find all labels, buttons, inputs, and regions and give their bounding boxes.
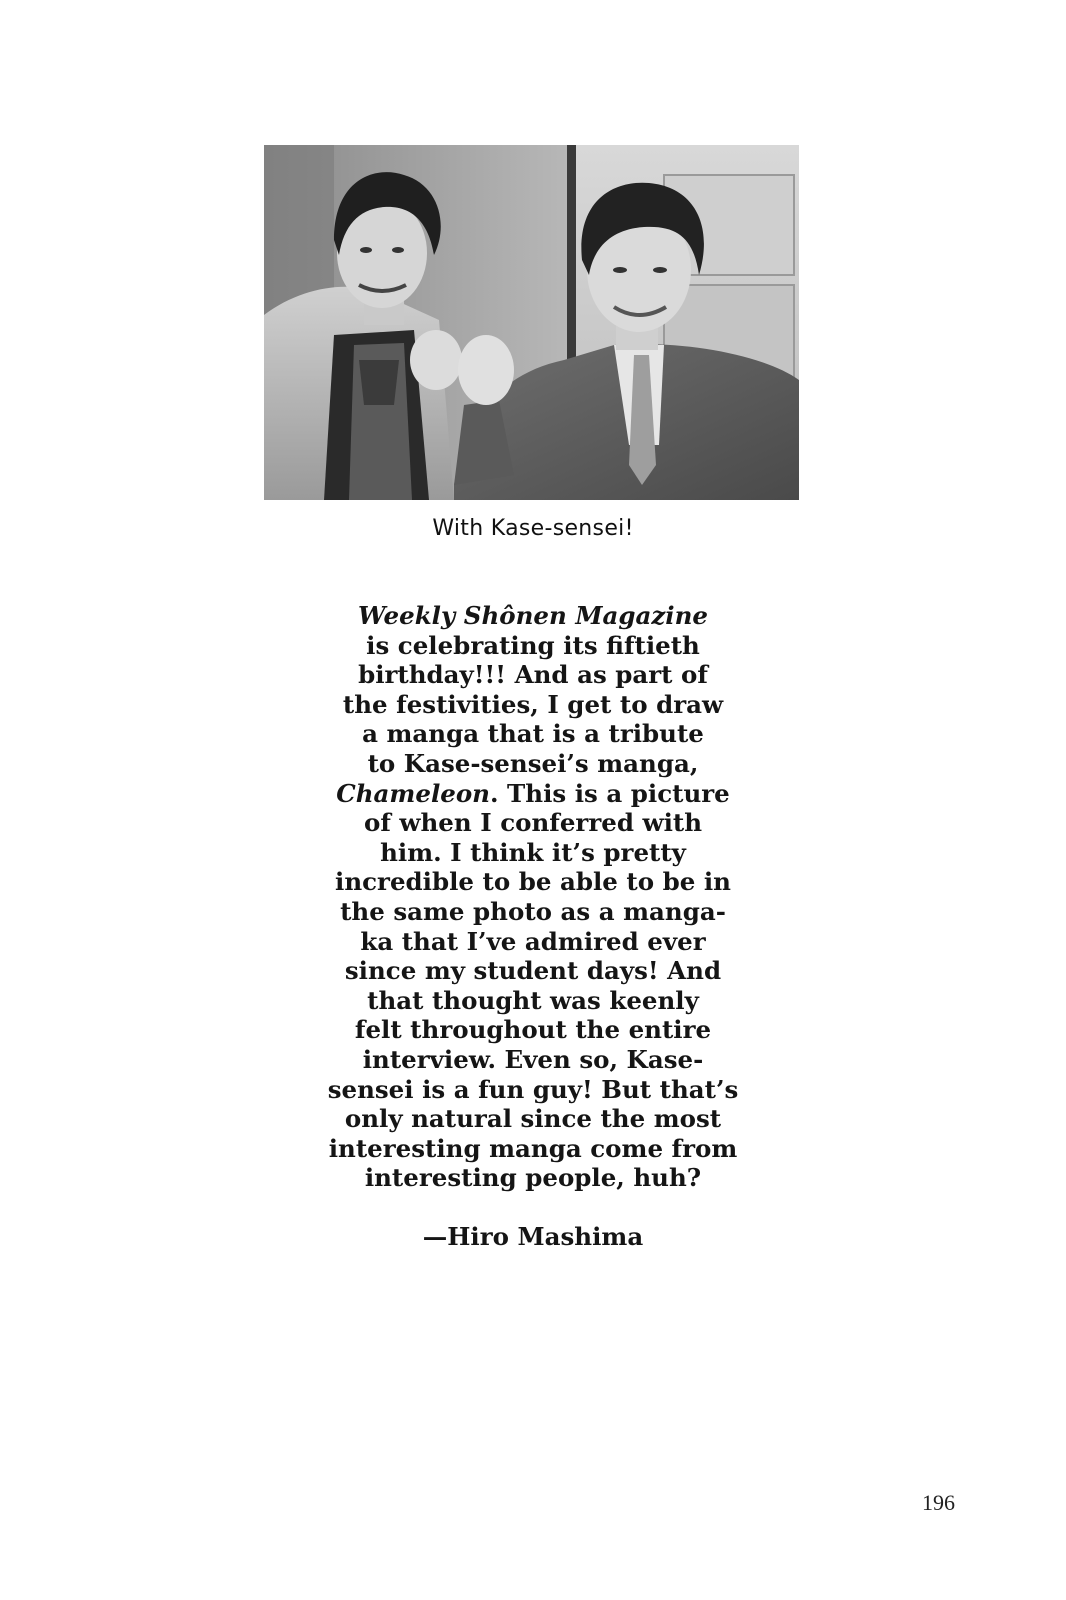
body-line: interview. Even so, Kase- (362, 1044, 704, 1074)
body-line: the festivities, I get to draw (342, 689, 724, 719)
body-line: is celebrating its fiftieth (366, 630, 700, 660)
magazine-title: Weekly Shônen Magazine (358, 601, 708, 630)
body-line: him. I think it’s pretty (380, 837, 686, 867)
body-line: interesting people, huh? (364, 1163, 702, 1193)
body-line: ka that I’ve admired ever (360, 926, 706, 956)
body-line: birthday!!! And as part of (358, 660, 708, 690)
body-line: to Kase-sensei’s manga, (367, 748, 699, 778)
photo-caption: With Kase-sensei! (432, 516, 634, 541)
body-line: incredible to be able to be in (335, 867, 731, 897)
body-line: the same photo as a manga- (340, 896, 726, 926)
body-paragraph (233, 601, 833, 1193)
body-line: that thought was keenly (367, 985, 699, 1015)
body-line: only natural since the most (344, 1104, 722, 1134)
manga-title: Chameleon (336, 778, 490, 808)
body-line-rest: . This is a picture (490, 778, 730, 808)
photo-illustration (264, 145, 799, 500)
body-line: felt throughout the entire (354, 1015, 712, 1045)
body-line: a manga that is a tribute (362, 719, 704, 749)
author-signature: —Hiro Mashima (422, 1222, 644, 1251)
body-line: interesting manga come from (328, 1133, 738, 1163)
body-line (233, 779, 833, 809)
page-number: 196 (922, 1490, 955, 1515)
body-line: of when I conferred with (363, 808, 703, 838)
body-line: sensei is a fun guy! But that’s (327, 1074, 739, 1104)
body-line (233, 601, 833, 631)
author-photo (264, 145, 799, 500)
body-line: since my student days! And (344, 956, 722, 986)
